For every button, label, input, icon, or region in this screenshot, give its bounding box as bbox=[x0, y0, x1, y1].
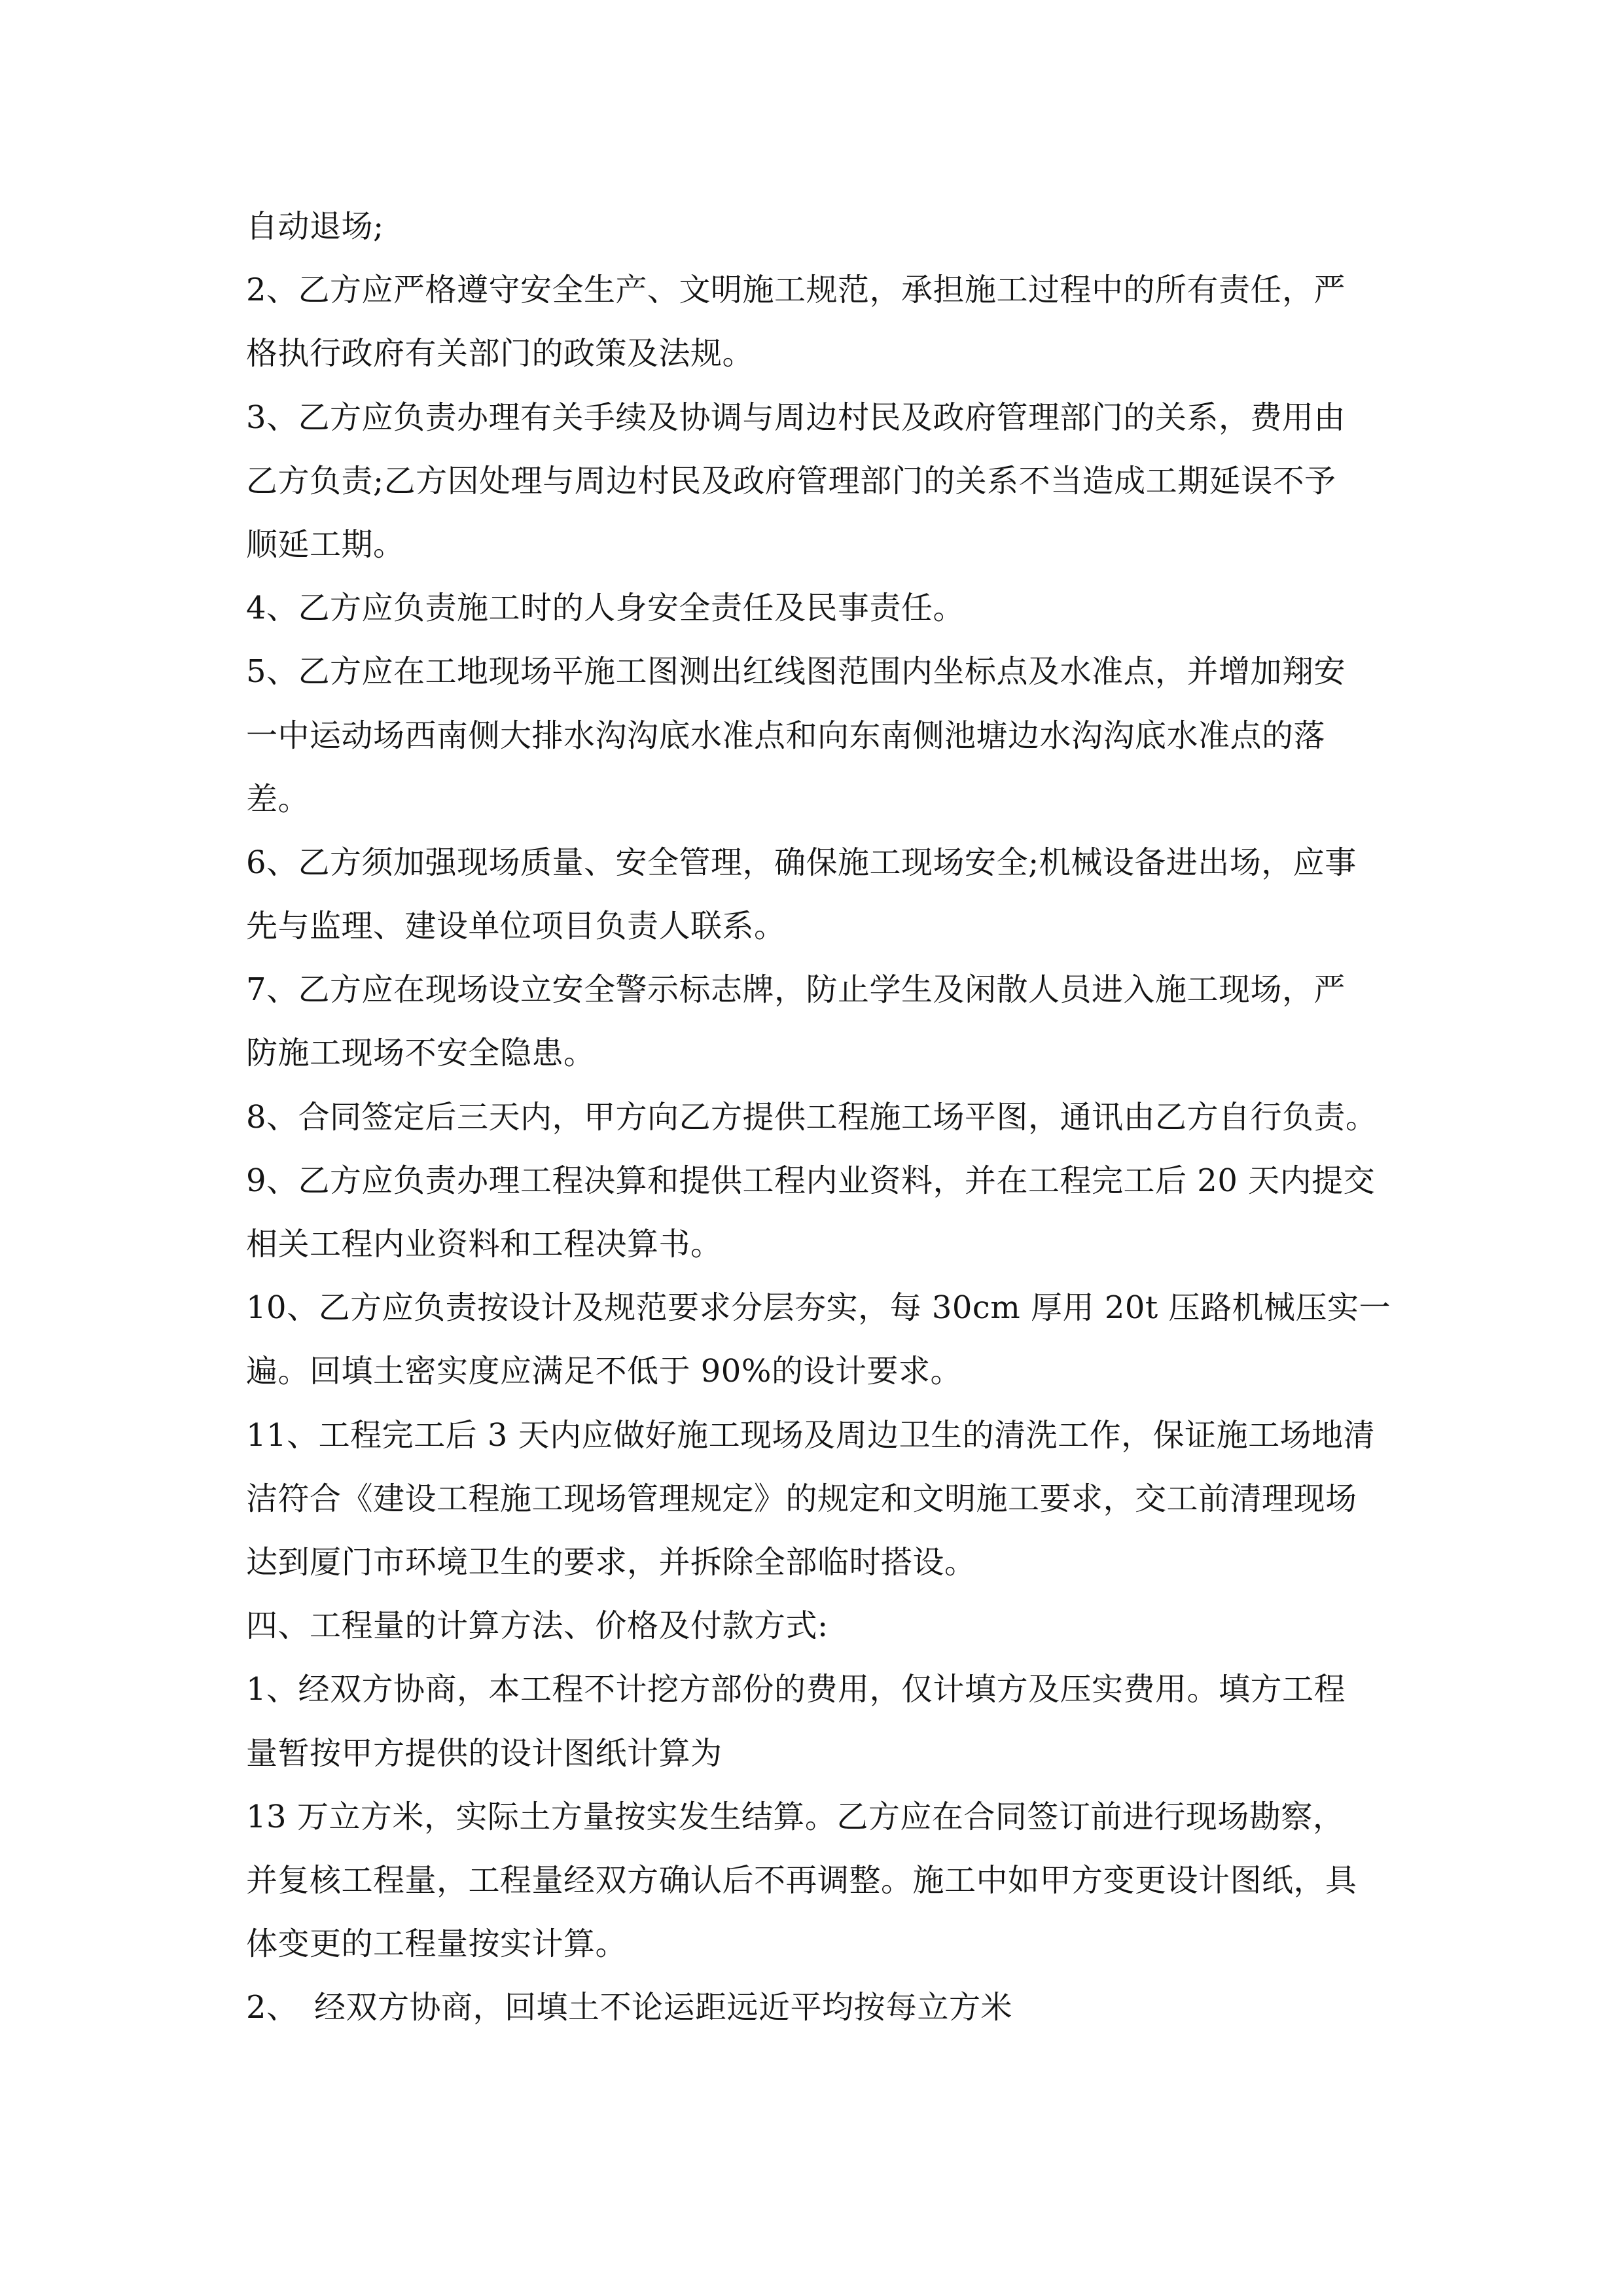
text-line: 10、乙方应负责按设计及规范要求分层夯实，每 30cm 厚用 20t 压路机械压实一 bbox=[246, 1289, 1391, 1327]
text-line: 达到厦门市环境卫生的要求，并拆除全部临时搭设。 bbox=[246, 1543, 976, 1581]
text-line: 2、 经双方协商，回填土不论运距远近平均按每立方米 bbox=[246, 1989, 1013, 2026]
text-line: 3、乙方应负责办理有关手续及协调与周边村民及政府管理部门的关系，费用由 bbox=[246, 399, 1346, 436]
text-line: 洁符合《建设工程施工现场管理规定》的规定和文明施工要求，交工前清理现场 bbox=[246, 1480, 1357, 1517]
text-line: 格执行政府有关部门的政策及法规。 bbox=[246, 335, 755, 372]
text-line: 11、工程完工后 3 天内应做好施工现场及周边卫生的清洗工作，保证施工场地清 bbox=[246, 1416, 1376, 1454]
text-line: 9、乙方应负责办理工程决算和提供工程内业资料，并在工程完工后 20 天内提交 bbox=[246, 1162, 1376, 1199]
text-line: 13 万立方米，实际土方量按实发生结算。乙方应在合同签订前进行现场勘察， bbox=[246, 1798, 1345, 1835]
text-line: 7、乙方应在现场设立安全警示标志牌，防止学生及闲散人员进入施工现场，严 bbox=[246, 971, 1346, 1009]
text-line: 2、乙方应严格遵守安全生产、文明施工规范，承担施工过程中的所有责任，严 bbox=[246, 272, 1346, 309]
document-body bbox=[246, 195, 1398, 2039]
text-line: 顺延工期。 bbox=[246, 526, 405, 563]
text-line: 6、乙方须加强现场质量、安全管理，确保施工现场安全;机械设备进出场，应事 bbox=[246, 844, 1357, 881]
text-line: 差。 bbox=[246, 780, 310, 817]
text-line: 防施工现场不安全隐患。 bbox=[246, 1035, 596, 1072]
text-line: 相关工程内业资料和工程决算书。 bbox=[246, 1226, 722, 1263]
text-line: 先与监理、建设单位项目负责人联系。 bbox=[246, 908, 786, 945]
text-line: 1、经双方协商，本工程不计挖方部份的费用，仅计填方及压实费用。填方工程 bbox=[246, 1671, 1346, 1708]
text-line: 一中运动场西南侧大排水沟沟底水准点和向东南侧池塘边水沟沟底水准点的落 bbox=[246, 717, 1326, 754]
text-line: 8、合同签定后三天内，甲方向乙方提供工程施工场平图，通讯由乙方自行负责。 bbox=[246, 1098, 1378, 1136]
text-line: 4、乙方应负责施工时的人身安全责任及民事责任。 bbox=[246, 590, 965, 627]
text-line: 自动退场; bbox=[246, 208, 384, 245]
text-line: 乙方负责;乙方因处理与周边村民及政府管理部门的关系不当造成工期延误不予 bbox=[246, 462, 1336, 499]
text-line: 量暂按甲方提供的设计图纸计算为 bbox=[246, 1734, 722, 1772]
text-line: 体变更的工程量按实计算。 bbox=[246, 1926, 628, 1963]
text-line: 遍。回填土密实度应满足不低于 90%的设计要求。 bbox=[246, 1353, 962, 1390]
section-heading: 四、工程量的计算方法、价格及付款方式: bbox=[246, 1607, 829, 1645]
text-line: 5、乙方应在工地现场平施工图测出红线图范围内坐标点及水准点，并增加翔安 bbox=[246, 653, 1346, 691]
text-line: 并复核工程量，工程量经双方确认后不再调整。施工中如甲方变更设计图纸，具 bbox=[246, 1861, 1357, 1899]
